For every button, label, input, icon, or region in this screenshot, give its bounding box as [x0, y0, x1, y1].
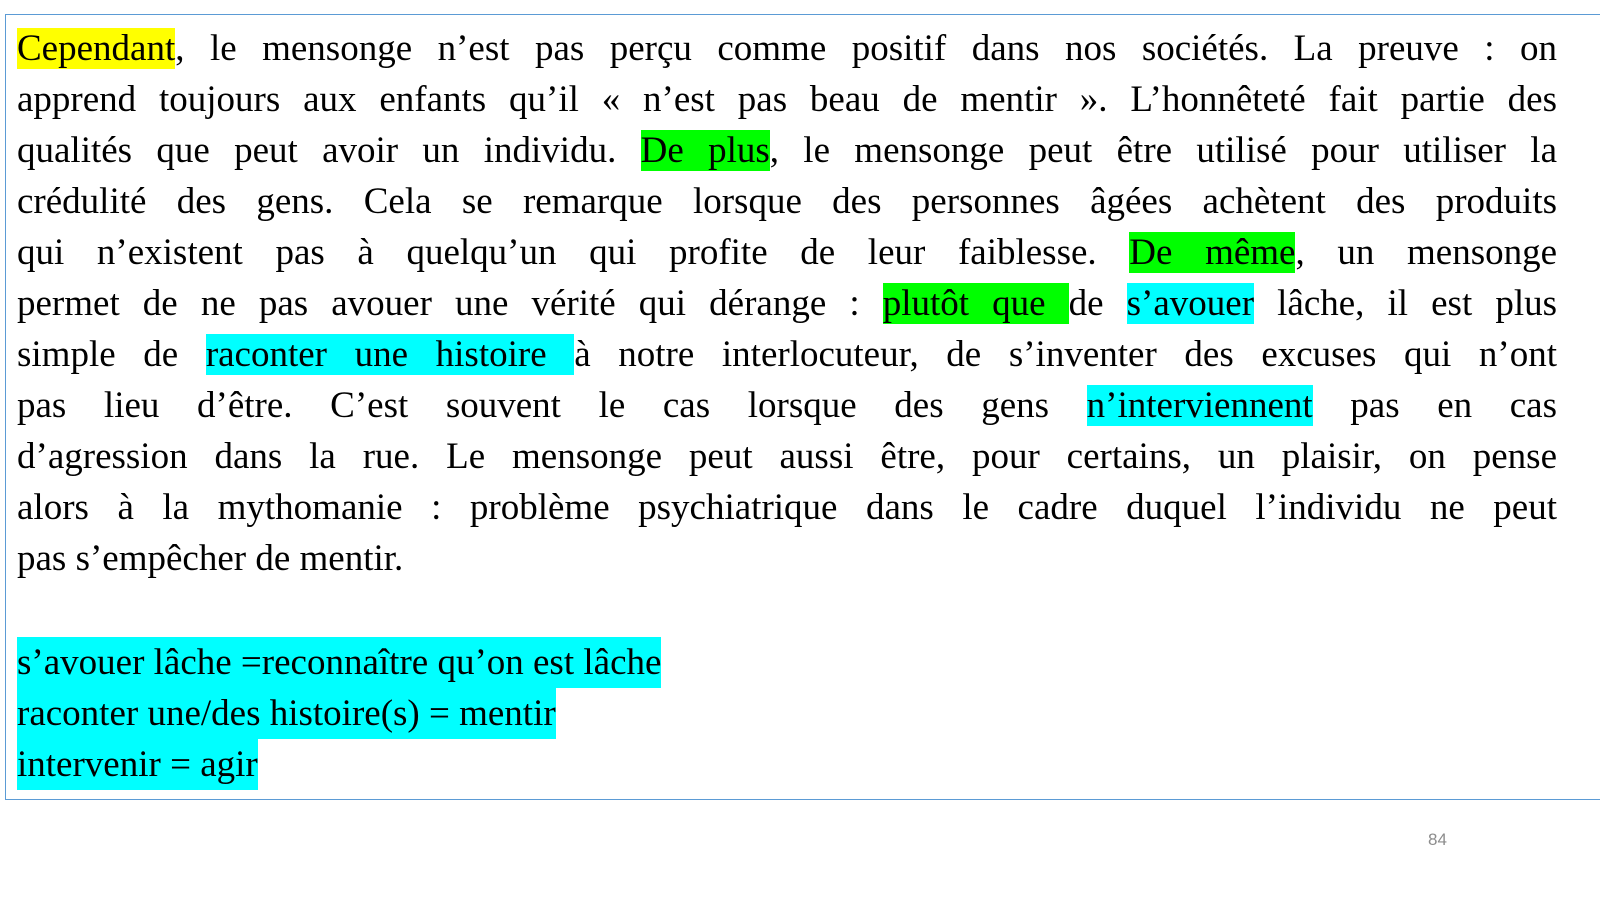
- glossary-item-text: s’avouer lâche =reconnaître qu’on est lâche: [17, 637, 661, 688]
- text-segment: qui n’existent pas à quelqu’un qui profite de leur faiblesse.: [17, 232, 1130, 273]
- paragraph-line: [17, 533, 1557, 584]
- glossary-item: [17, 637, 661, 688]
- glossary-item: [17, 688, 661, 739]
- text-segment: alors à la mythomanie : problème psychiatrique dans le cadre duquel l’individu ne peut: [17, 487, 1557, 528]
- paragraph-line: [17, 125, 1557, 176]
- text-segment: à notre interlocuteur, de s’inventer des excuses qui n’ont: [574, 334, 1557, 375]
- highlighted-phrase: Cependant: [17, 28, 176, 69]
- text-segment: qualités que peut avoir un individu.: [17, 130, 641, 171]
- text-segment: simple de: [17, 334, 206, 375]
- highlighted-phrase: raconter une histoire: [205, 334, 575, 375]
- highlighted-phrase: De même: [1129, 232, 1296, 273]
- text-segment: d’agression dans la rue. Le mensonge peut aussi être, pour certains, un plaisir, on pense: [17, 436, 1557, 477]
- paragraph-line: [17, 380, 1557, 431]
- text-segment: pas lieu d’être. C’est souvent le cas lorsque des gens: [17, 385, 1087, 426]
- page-number: 84: [1428, 830, 1447, 849]
- text-segment: , le mensonge peut être utilisé pour utiliser la: [769, 130, 1557, 171]
- paragraph-line: [17, 227, 1557, 278]
- paragraph-line: [17, 431, 1557, 482]
- paragraph-line: [17, 74, 1557, 125]
- body-paragraph: [17, 23, 1557, 584]
- paragraph-line: [17, 278, 1557, 329]
- text-segment: , le mensonge n’est pas perçu comme positif dans nos sociétés. La preuve : on: [175, 28, 1557, 69]
- glossary-list: [17, 637, 661, 790]
- text-segment: pas s’empêcher de mentir.: [17, 538, 404, 579]
- text-segment: pas en cas: [1312, 385, 1557, 426]
- text-segment: crédulité des gens. Cela se remarque lorsque des personnes âgées achètent des produits: [17, 181, 1557, 222]
- glossary-item-text: raconter une/des histoire(s) = mentir: [17, 688, 556, 739]
- text-segment: lâche, il est plus: [1254, 283, 1557, 324]
- paragraph-line: [17, 23, 1557, 74]
- highlighted-phrase: De plus: [640, 130, 770, 171]
- highlighted-phrase: s’avouer: [1126, 283, 1255, 324]
- highlighted-phrase: n’interviennent: [1086, 385, 1313, 426]
- paragraph-line: [17, 482, 1557, 533]
- text-segment: , un mensonge: [1295, 232, 1558, 273]
- paragraph-line: [17, 176, 1557, 227]
- text-segment: permet de ne pas avouer une vérité qui dérange :: [17, 283, 883, 324]
- text-segment: apprend toujours aux enfants qu’il « n’est pas beau de mentir ». L’honnêteté fait partie des: [17, 79, 1557, 120]
- highlighted-phrase: plutôt que: [882, 283, 1069, 324]
- glossary-item-text: intervenir = agir: [17, 739, 258, 790]
- text-segment: de: [1068, 283, 1127, 324]
- glossary-item: [17, 739, 661, 790]
- paragraph-line: [17, 329, 1557, 380]
